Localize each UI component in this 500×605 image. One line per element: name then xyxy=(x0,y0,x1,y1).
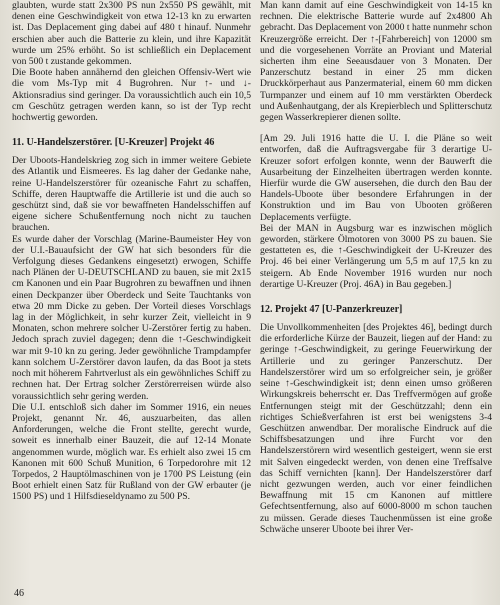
paragraph: [Am 29. Juli 1916 hatte die U. I. die Pläne so weit entworfen, daß die Auftragsvergabe für 3 derartige U-Kreuzer sofort erfolgen konnte, wenn der Bauwerft die Ausarbeitung der Einzelheiten übertragen werden konnte. Hierfür wurde die GW ausersehen, die durch den Bau der Handels-Uboote über besondere Erfahrungen in der Konstruktion und im Bau von Ubooten größeren Deplacements verfügte. xyxy=(260,133,492,223)
paragraph: Die Unvollkommenheiten [des Projektes 46], bedingt durch die erforderliche Kürze der Bauzeit, liegen auf der Hand: zu geringe ↑-Geschwindigkeit, zu geringe Feuerwirkung der Artillerie und zu geringer Panzerschutz. Der Handelszerstörer wird um so erfolgreicher sein, je größer seine ↑-Geschwindigkeit ist; denn einen umso größeren Wirkungskreis beherrscht er. Das Treffvermögen auf große Entfernungen steigt mit der Geschützzahl; denn ein richtiges Schießverfahren ist erst bei wenigstens 3-4 Geschützen anwendbar. Der moralische Eindruck auf die Schiffsbesatzungen und ihre Furcht vor den Handelszerstörern wird wesentlich gesteigert, wenn sie erst mit Salven eingedeckt werden, von denen eine Treffsalve das Schiff vernichten [kann]. Der Handelszerstörer darf nicht gezwungen werden, auch vor einer feindlichen Bewaffnung mit 15 cm Kanonen auf mittlere Gefechtsentfernung, also auf 6000-8000 m schon tauchen zu müssen. Gerade dieses Tauchenmüssen ist eine große Schwäche unserer Uboote bei ihrer Ver- xyxy=(260,322,492,535)
paragraph: Die Boote haben annähernd den gleichen Offensiv-Wert wie die vom Ms-Typ mit 4 Bugrohren. Nur ↑- und ↓-Aktionsradius sind geringer. Da voraussichtlich auch ein 10,5 cm Geschütz getragen werden kann, so ist der Typ recht hochwertig geworden. xyxy=(12,67,251,124)
paragraph: Der Uboots-Handelskrieg zog sich in immer weitere Gebiete des Atlantik und Eismeeres. Es lag daher der Gedanke nahe, reine U-Handelszerstörer für ozeanische Fahrt zu schaffen, Schiffe, deren Hauptwaffe die Artillerie ist und die auch so geschützt sind, daß sie vor bewaffneten Handelsschiffen auf eigene sichere Schußentfernung noch nicht zu tauchen brauchen. xyxy=(12,155,251,234)
paragraph: Die U.I. entschloß sich daher im Sommer 1916, ein neues Projekt, genannt Nr. 46, auszuarbeiten, das allen Anforderungen, welche die Front stellte, gerecht wurde, soweit es innerhalb einer Bauzeit, die auf 12-14 Monate angenommen wurde, möglich war. Es erhielt also zwei 15 cm Kanonen mit 600 Schuß Munition, 6 Torpedorohre mit 12 Torpedos, 2 Hauptölmaschinen von je 1700 PS Leistung (ein Boot erhielt einen Satz für Rußland von der GW erbauter (je 1500 PS) und 1 Hilfsdieseldynamo zu 500 PS. xyxy=(12,401,251,503)
paragraph: Bei der MAN in Augsburg war es inzwischen möglich geworden, stärkere Ölmotoren von 3000 PS zu bauen. Sie gestatteten es, die ↑-Geschwindigkeit der U-Kreuzer des Proj. 46 bei einer Verlängerung um 5,5 m auf 17,5 kn zu steigern. Ab Ende November 1916 wurden nur noch derartige U-Kreuzer (Proj. 46A) in Bau gegeben.] xyxy=(260,222,492,290)
section-heading: 12. Projekt 47 [U-Panzerkreuzer] xyxy=(260,304,403,316)
section-heading: 11. U-Handelszerstörer. [U-Kreuzer] Projekt 46 xyxy=(12,137,215,149)
paragraph: Man kann damit auf eine Geschwindigkeit von 14-15 kn rechnen. Die elektrische Batterie wurde auf 2x4800 Ah gebracht. Das Deplacement von 2000 t hatte nunmehr schon Kreuzergröße erreicht. Der ↑-[Fahrbereich] von 12000 sm und die vorgesehenen Vorräte an Proviant und Material sicherten ihm eine Seeausdauer von 3 Monaten. Der Panzerschutz bestand in einer 25 mm dicken Druckkörperhaut aus Panzermaterial, einem 60 mm dicken Turmpanzer und einem auf 10 mm verstärkten Oberdeck und Außenhautgang, der als Krepierblech und Splitterschutz gegen Wasserkrepierer dienen sollte. xyxy=(260,0,492,124)
right-column xyxy=(260,0,492,535)
paragraph: glaubten, wurde statt 2x300 PS nun 2x550 PS gewählt, mit denen eine Geschwindigkeit von etwa 12-13 kn zu erwarten ist. Das Deplacement ging dabei auf 480 t hinauf. Nunmehr erschien aber auch die Batterie zu klein, und ihre Kapazität wurde um 25% erhöht. So ist schließlich ein Deplacement von 500 t zustande gekommen. xyxy=(12,0,251,68)
paragraph: Es wurde daher der Vorschlag (Marine-Baumeister Hey von der U.I.-Bauaufsicht der GW hat sich besonders für die Verfolgung dieses Gedankens eingesetzt) erwogen, Schiffe nach Plänen der U-DEUTSCHLAND zu bauen, sie mit 2x15 cm Kanonen und ein Paar Bugrohren zu bewaffnen und ihnen einen Deckpanzer über Oberdeck und Seite Tauchtanks von etwa 20 mm Dicke zu geben. Der Vorteil dieses Vorschlags lag in der Möglichkeit, in sehr kurzer Zeit, vielleicht in 9 Monaten, schon mehrere solcher U-Zerstörer fertig zu haben. Jedoch sprach zuviel dagegen; denn die ↑-Geschwindigkeit war mit 9-10 kn zu gering. Jeder gewöhnliche Trampdampfer kann solchem U-Zerstörer davon laufen, da das Boot ja stets noch mit höherem Fahrtverlust als ein gewöhnliches Schiff zu rechnen hat. Der Ertrag solcher Zerstörerreisen würde also voraussichtlich sehr gering werden. xyxy=(12,233,251,402)
left-column xyxy=(12,0,251,503)
page-number: 46 xyxy=(14,588,24,599)
